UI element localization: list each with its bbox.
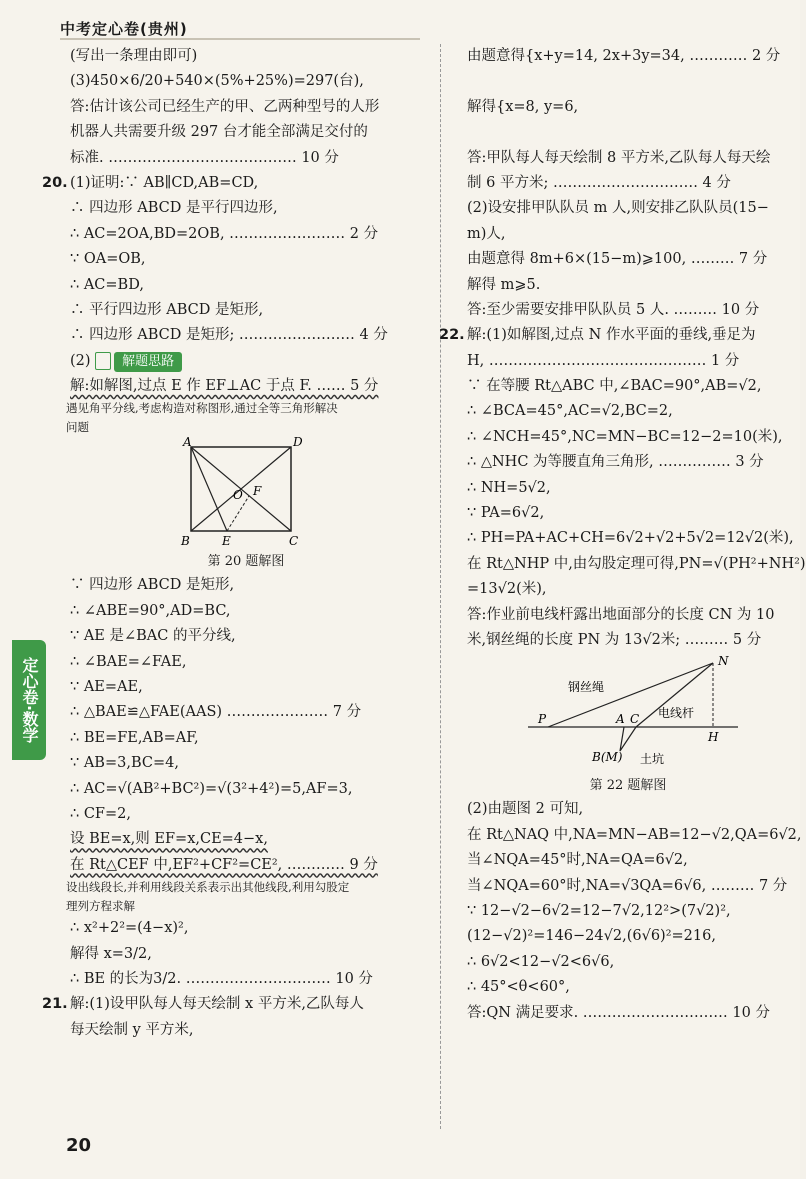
line-text: 解得{x=8, y=6, (467, 98, 579, 115)
line-text: ∴ ∠ABE=90°,AD=BC, (70, 602, 231, 619)
label-o: O (233, 488, 243, 503)
text-line (463, 374, 793, 399)
line-text: 每天绘制 y 平方米, (70, 1021, 194, 1038)
line-text: ∴ BE 的长为3/2. ………………………… 10 分 (70, 970, 373, 987)
text-line (66, 802, 426, 827)
text-line (66, 878, 426, 897)
label-pole: 电线杆 (658, 706, 695, 721)
line-text: (2)设安排甲队队员 m 人,则安排乙队队员(15− (467, 200, 769, 217)
label-c: C (630, 712, 640, 727)
line-text: ∵ OA=OB, (70, 251, 146, 268)
pit (620, 727, 636, 751)
hint-tag: 解题思路 (114, 352, 182, 372)
line-text: ∴ 四边形 ABCD 是矩形; …………………… 4 分 (70, 327, 388, 344)
line-text: ∴ x²+2²=(4−x)², (70, 920, 189, 937)
text-line (463, 899, 793, 924)
text-line (66, 700, 426, 725)
text-line (439, 323, 793, 348)
question-number: 22. (439, 327, 465, 344)
line-text: ∵ 在等腰 Rt△ABC 中,∠BAC=90°,AB=√2, (467, 378, 762, 395)
line-text: ∴ △NHC 为等腰直角三角形, …………… 3 分 (467, 454, 764, 471)
text-line (463, 120, 793, 145)
header-rule (60, 38, 420, 40)
text-line (66, 599, 426, 624)
text-line (42, 992, 426, 1017)
text-line (66, 95, 426, 120)
text-line (463, 1001, 793, 1026)
text-line (463, 196, 793, 221)
line-text: 当∠NQA=45°时,NA=QA=6√2, (467, 852, 688, 869)
line-text: ∴ 四边形 ABCD 是平行四边形, (70, 200, 278, 217)
line-text: 解得 m⩾5. (467, 276, 541, 293)
line-text: ∴ 平行四边形 ABCD 是矩形, (70, 301, 264, 318)
line-text: 答:估计该公司已经生产的甲、乙两种型号的人形 (70, 98, 380, 115)
text-line (42, 171, 426, 196)
text-line (463, 69, 793, 94)
line-text: (写出一条理由即可) (70, 48, 198, 64)
line-text: 解:(1)设甲队每人每天绘制 x 平方米,乙队每人 (70, 996, 364, 1013)
label-f: F (253, 484, 262, 499)
text-line (463, 950, 793, 975)
line-text: 在 Rt△NAQ 中,NA=MN−AB=12−√2,QA=6√2, (467, 826, 802, 843)
column-divider (440, 44, 441, 1129)
text-line (463, 298, 793, 323)
text-line (66, 942, 426, 967)
line-text: ∴ ∠BAE=∠FAE, (70, 653, 187, 670)
text-line (463, 476, 793, 501)
text-line (66, 675, 426, 700)
text-line (463, 628, 793, 653)
line-text: (1)证明:∵ AB∥CD,AB=CD, (70, 174, 259, 191)
text-line (463, 450, 793, 475)
label-c: C (289, 534, 299, 549)
line-text: ∴ 6√2<12−√2<6√6, (467, 953, 615, 970)
figure-22-caption: 第 22 题解图 (589, 778, 667, 794)
line-text: ∵ 12−√2−6√2=12−7√2,12²>(7√2)², (467, 902, 731, 919)
line-text: 由题意得 8m+6×(15−m)⩾100, ……… 7 分 (467, 251, 768, 268)
figure-20-caption: 第 20 题解图 (207, 554, 285, 570)
line-text: (2)由题图 2 可知, (467, 801, 584, 818)
text-line (463, 924, 793, 949)
right-lines-2 (463, 797, 802, 1026)
label-e: E (222, 534, 231, 549)
text-line (66, 374, 426, 399)
line-text: ∴ 45°<θ<60°, (467, 979, 570, 996)
text-line (463, 874, 793, 899)
figure-22 (508, 655, 748, 775)
line-text: 答:至少需要安排甲队队员 5 人. ……… 10 分 (467, 301, 760, 318)
line-text: 机器人共需要升级 297 台才能全部满足交付的 (70, 124, 368, 141)
left-lines-2 (66, 374, 426, 437)
line-text: 答:作业前电线杆露出地面部分的长度 CN 为 10 (467, 606, 775, 623)
text-line (463, 577, 793, 602)
line-text: 解得 x=3/2, (70, 945, 152, 962)
text-line (66, 967, 426, 992)
line-text: (12−√2)²=146−24√2,(6√6)²=216, (467, 928, 716, 945)
line-text: ∴ BE=FE,AB=AF, (70, 729, 199, 746)
text-line (463, 44, 793, 69)
text-line (66, 69, 426, 94)
label-bm: B(M) (592, 750, 623, 765)
notes-icon (95, 352, 111, 370)
line-text: ∴ △BAE≌△FAE(AAS) ………………… 7 分 (70, 704, 362, 721)
line-text: ∴ CF=2, (70, 805, 131, 822)
line-text: ∵ AE=AE, (70, 679, 143, 696)
text-line (463, 222, 793, 247)
line-text: ∵ PA=6√2, (467, 505, 545, 522)
text-line (66, 624, 426, 649)
text-line (463, 501, 793, 526)
text-line (463, 349, 793, 374)
line-text: ∴ AC=2OA,BD=2OB, …………………… 2 分 (70, 225, 379, 242)
text-line (66, 751, 426, 776)
label-n: N (718, 654, 729, 669)
line-text: 由题意得{x+y=14, 2x+3y=34, ………… 2 分 (467, 48, 781, 64)
left-column (42, 44, 426, 1043)
right-column (439, 44, 806, 1026)
text-line (66, 777, 426, 802)
text-line (463, 526, 793, 551)
text-line (463, 247, 793, 272)
text-line (66, 120, 426, 145)
text-line (66, 650, 426, 675)
line-text: ∵ 四边形 ABCD 是矩形, (70, 577, 235, 594)
label-b: B (181, 534, 190, 549)
line-text: (3)450×6/20+540×(5%+25%)=297(台), (70, 73, 364, 90)
text-line (463, 603, 793, 628)
label-h: H (708, 730, 719, 745)
text-line (66, 44, 426, 69)
line-text: H, ……………………………………… 1 分 (467, 352, 740, 369)
text-line (66, 726, 426, 751)
text-line (463, 975, 793, 1000)
text-line (66, 897, 426, 916)
line-text: 设 BE=x,则 EF=x,CE=4−x, (70, 831, 268, 848)
text-line (463, 425, 793, 450)
line-text: 解:(1)如解图,过点 N 作水平面的垂线,垂足为 (467, 327, 756, 344)
text-line (463, 273, 793, 298)
line-text: ∴ ∠NCH=45°,NC=MN−BC=12−2=10(米), (467, 428, 783, 445)
line-text: ∴ AC=√(AB²+BC²)=√(3²+4²)=5,AF=3, (70, 780, 353, 797)
text-line (463, 552, 806, 577)
text-line (66, 146, 426, 171)
text-line (463, 797, 793, 822)
text-line (66, 573, 426, 598)
line-text: 理列方程求解 (66, 899, 135, 914)
solution-hint-row (66, 349, 426, 374)
right-lines-1 (439, 44, 806, 653)
text-line (66, 247, 426, 272)
line-text: 制 6 平方米; ………………………… 4 分 (467, 174, 731, 191)
label-d: D (293, 435, 303, 450)
text-line (463, 823, 802, 848)
line-text: ∵ AE 是∠BAC 的平分线, (70, 628, 236, 645)
line-text: 答:QN 满足要求. ………………………… 10 分 (467, 1004, 770, 1021)
line-text: m)人, (467, 225, 506, 242)
text-line (66, 222, 426, 247)
text-line (463, 399, 793, 424)
line-text: ∴ AC=BD, (70, 276, 144, 293)
label-wire: 钢丝绳 (568, 680, 605, 695)
text-line (463, 95, 793, 120)
line-text: ∴ NH=5√2, (467, 479, 551, 496)
text-line (66, 399, 426, 418)
segment-ae (191, 447, 227, 531)
line-text: 解:如解图,过点 E 作 EF⊥AC 于点 F. …… 5 分 (70, 378, 379, 395)
text-line (66, 827, 426, 852)
line-text: 在 Rt△NHP 中,由勾股定理可得,PN=√(PH²+NH²) (467, 555, 806, 572)
text-line (66, 1018, 426, 1043)
text-line (66, 273, 426, 298)
label-pit: 土坑 (640, 752, 665, 767)
header-title: 中考定心卷(贵州) (60, 20, 188, 38)
question-number: 21. (42, 996, 68, 1013)
line-text: ∴ PH=PA+AC+CH=6√2+√2+5√2=12√2(米), (467, 530, 794, 547)
label-a: A (616, 712, 625, 727)
part-label: (2) (70, 352, 91, 369)
line-text: 遇见角平分线,考虑构造对称图形,通过全等三角形解决 (66, 401, 338, 416)
page-number: 20 (66, 1135, 92, 1156)
text-line (66, 418, 426, 437)
figure-20 (171, 435, 321, 551)
line-text: =13√2(米), (467, 581, 547, 598)
text-line (66, 853, 426, 878)
text-line (66, 298, 426, 323)
line-text: ∴ ∠BCA=45°,AC=√2,BC=2, (467, 403, 673, 420)
line-text: 米,钢丝绳的长度 PN 为 13√2米; ……… 5 分 (467, 631, 762, 648)
text-line (66, 916, 426, 941)
question-number: 20. (42, 174, 68, 191)
line-text: 问题 (66, 420, 89, 435)
text-line (463, 848, 793, 873)
line-text: 在 Rt△CEF 中,EF²+CF²=CE², ………… 9 分 (70, 856, 378, 873)
text-line (66, 196, 426, 221)
text-line (463, 146, 793, 171)
left-lines-3 (42, 573, 426, 1043)
line-text: 标准. ………………………………… 10 分 (70, 149, 339, 166)
text-line (463, 171, 793, 196)
left-lines-1 (42, 44, 426, 349)
line-text: 当∠NQA=60°时,NA=√3QA=6√6, ……… 7 分 (467, 877, 788, 894)
line-text: 设出线段长,并利用线段关系表示出其他线段,利用勾股定 (66, 880, 350, 895)
label-a: A (183, 435, 192, 450)
text-line (66, 323, 426, 348)
side-tab: 定心卷·数学 (12, 640, 46, 760)
line-text: 答:甲队每人每天绘制 8 平方米,乙队每人每天绘 (467, 149, 771, 166)
line-text: ∵ AB=3,BC=4, (70, 755, 179, 772)
label-p: P (538, 712, 547, 727)
